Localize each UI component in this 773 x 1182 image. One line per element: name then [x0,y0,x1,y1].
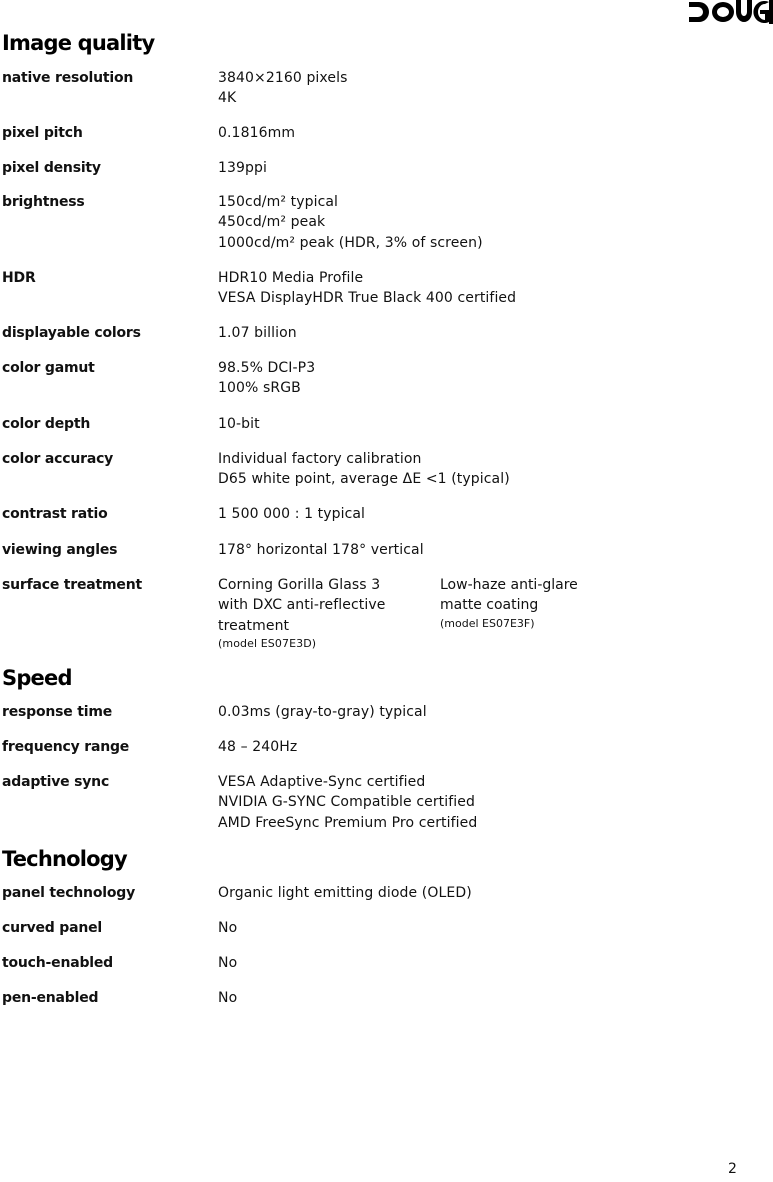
spec-value-line: 4K [218,90,237,107]
spec-value [218,953,237,973]
spec-label: curved panel [2,920,103,936]
spec-value-line: D65 white point, average ΔE <1 (typical) [218,471,510,488]
section-technology [2,846,762,872]
spec-value-line: No [218,955,238,971]
spec-value-line: 100% sRGB [218,380,301,397]
model-number: (model ES07E3F) [440,616,535,630]
section-speed [2,665,762,691]
spec-label: surface treatment [2,577,142,593]
spec-value-line: VESA DisplayHDR True Black 400 certified [218,290,517,307]
spec-value [218,737,297,757]
spec-value-line: 0.03ms (gray-to-gray) typical [218,704,427,720]
spec-value-line: Corning Gorilla Glass 3 [218,577,381,593]
spec-label: pixel density [2,160,101,176]
spec-value-line: matte coating [440,597,539,614]
spec-label: pen-enabled [2,990,99,1006]
page-number: 2 [728,1161,737,1177]
spec-value-line: 1 500 000 : 1 typical [218,506,366,522]
spec-label: viewing angles [2,542,118,558]
spec-value [218,918,237,938]
spec-value-line: 139ppi [218,160,267,176]
spec-label: contrast ratio [2,506,108,522]
spec-value-line: No [218,920,238,936]
spec-value-line: 0.1816mm [218,125,296,141]
model-number: (model ES07E3D) [218,636,317,650]
spec-label: native resolution [2,70,134,86]
spec-label: touch-enabled [2,955,113,971]
spec-label: pixel pitch [2,125,83,141]
spec-label: color depth [2,416,91,432]
spec-value [218,123,295,143]
spec-value [218,323,297,343]
spec-label: color accuracy [2,451,114,467]
section-image-quality [2,30,762,56]
spec-value-line: 1.07 billion [218,325,297,341]
section-title: Image quality [2,31,155,55]
spec-value [218,268,516,309]
spec-label: response time [2,704,113,720]
spec-label: displayable colors [2,325,141,341]
spec-value-line: 98.5% DCI-P3 [218,360,316,376]
spec-value-line: Individual factory calibration [218,451,422,467]
spec-value-line: 10-bit [218,416,260,432]
section-title: Speed [2,666,72,690]
spec-value [218,540,424,560]
spec-value-line: 150cd/m² typical [218,194,339,210]
spec-label: frequency range [2,739,130,755]
spec-value-line: 48 – 240Hz [218,739,298,755]
spec-value [218,414,260,434]
spec-value-line: treatment [218,617,290,634]
spec-value [218,68,347,109]
spec-value-line: NVIDIA G-SYNC Compatible certified [218,794,475,811]
spec-label: HDR [2,270,36,286]
spec-value [218,192,483,253]
section-title: Technology [2,847,127,871]
spec-value-line: HDR10 Media Profile [218,270,364,286]
spec-label: panel technology [2,885,136,901]
spec-value [218,504,365,524]
surface-option-matte [440,575,578,632]
spec-value-line: 1000cd/m² peak (HDR, 3% of screen) [218,234,483,251]
dough-logo-icon [689,0,773,24]
spec-value [218,702,427,722]
spec-label: color gamut [2,360,95,376]
spec-value [218,883,472,903]
spec-value-line: 178° horizontal 178° vertical [218,542,424,558]
surface-option-glass [218,575,385,652]
spec-value-line: AMD FreeSync Premium Pro certified [218,814,478,831]
spec-value-line: 3840×2160 pixels [218,70,348,86]
spec-value-line: Organic light emitting diode (OLED) [218,885,472,901]
spec-label: brightness [2,194,85,210]
spec-value [218,772,477,833]
spec-value-line: VESA Adaptive-Sync certified [218,774,426,790]
spec-value-line: 450cd/m² peak [218,214,326,231]
spec-value-line: No [218,990,238,1006]
spec-value [218,449,510,490]
spec-value [218,158,267,178]
spec-value-line: with DXC anti-reflective [218,597,386,614]
spec-value [218,358,315,399]
spec-value-line: Low-haze anti-glare [440,577,578,593]
spec-label: adaptive sync [2,774,110,790]
spec-value [218,988,237,1008]
